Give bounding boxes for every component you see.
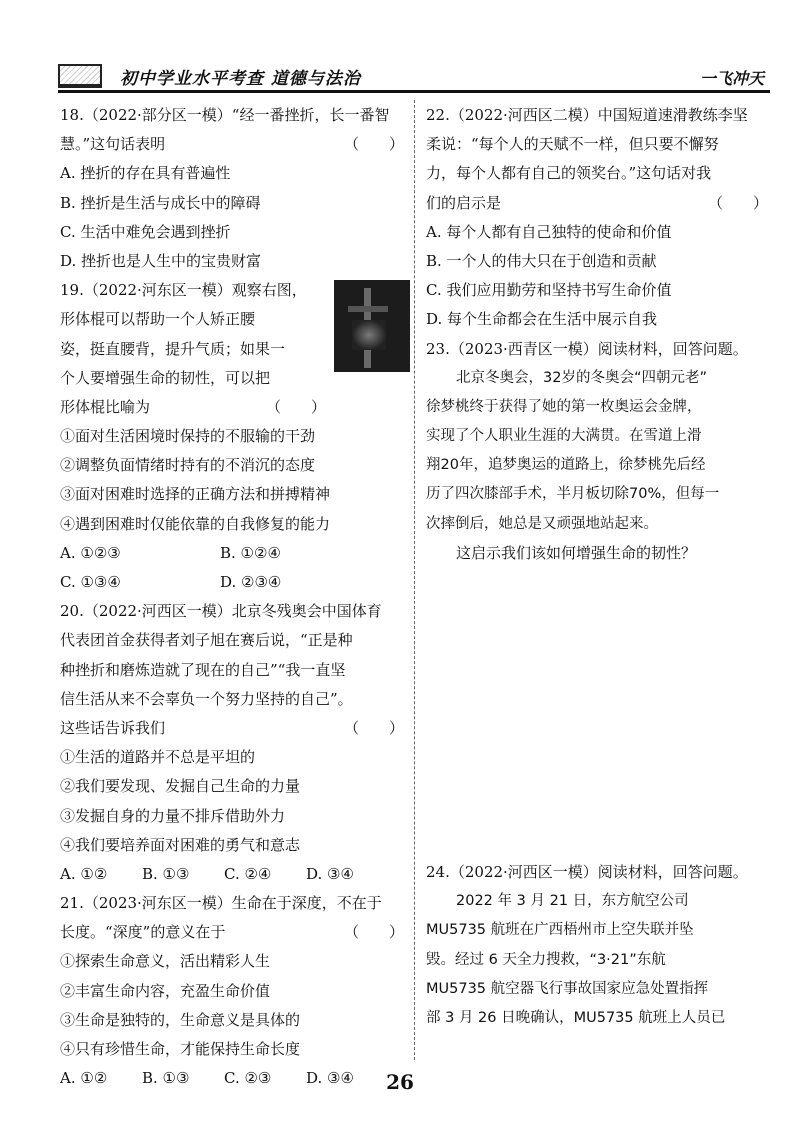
question-line: 力，每个人都有自己的领奖台。”这句话对我	[426, 164, 712, 183]
question-line	[426, 189, 772, 218]
question-18	[60, 101, 408, 276]
answer-paren: （ ）	[343, 923, 404, 942]
question-line: 个人要增强生命的韧性，可以把	[60, 368, 271, 387]
reading-material	[426, 887, 772, 1033]
material-line: 徐梦桃终于获得了她的第一枚奥运会金牌，	[426, 398, 702, 415]
option: C. ②④	[224, 864, 272, 883]
question-line: 19.（2022·河东区一模）观察右图，	[60, 281, 307, 300]
statement: ④只有珍惜生命，才能保持生命长度	[60, 1040, 301, 1058]
option: C. 生活中难免会遇到挫折	[60, 222, 231, 241]
question-line-text: 这些话告诉我们	[60, 718, 166, 737]
material-line: 毁。经过 6 天全力搜救，“3·21”东航	[426, 951, 666, 968]
material-line: MU5735 航空器飞行事故国家应急处置指挥	[426, 980, 709, 997]
option: B. ①③	[142, 1069, 190, 1088]
page-header	[58, 58, 770, 92]
option: A. 每个人都有自己独特的使命和价值	[426, 222, 672, 241]
statement: ④遇到困难时仅能依靠的自我修复的能力	[60, 514, 331, 533]
option: B. ①③	[142, 864, 190, 883]
question-line-text: 长度。“深度”的意义在于	[60, 923, 226, 942]
question-line: 18.（2022·部分区一模）“经一番挫折，长一番智	[60, 106, 390, 124]
header-title: 初中学业水平考查 道德与法治	[120, 69, 361, 89]
material-line: 实现了个人职业生涯的大满贯。在雪道上滑	[426, 428, 702, 445]
option-row	[60, 860, 408, 889]
statement: ④我们要培养面对困难的勇气和意志	[60, 835, 301, 854]
photo-figure	[352, 320, 386, 350]
statement: ②我们要发现、发掘自己生命的力量	[60, 777, 301, 796]
question-line: 20.（2022·河西区一模）北京冬残奥会中国体育	[60, 602, 382, 621]
question-line	[60, 130, 408, 159]
option: D. ②③④	[220, 573, 282, 591]
question-line: 23.（2023·西青区一模）阅读材料，回答问题。	[426, 339, 748, 358]
page-number: 26	[386, 1070, 414, 1094]
option: B. ①②④	[220, 543, 281, 562]
material-line: 2022 年 3 月 21 日，东方航空公司	[456, 893, 689, 910]
material-line: 翔20年，追梦奥运的道路上，徐梦桃先后经	[426, 457, 706, 474]
option: D. ③④	[306, 864, 354, 883]
statement: ①生活的道路并不总是平坦的	[60, 748, 256, 767]
statement: ①面对生活困境时保持的不服输的干劲	[60, 427, 316, 446]
answer-space[interactable]	[426, 568, 772, 858]
question-line	[60, 918, 408, 947]
right-column	[426, 101, 772, 1033]
material-line: MU5735 航班在广西梧州市上空失联并坠	[426, 922, 694, 939]
header-brand: 一飞冲天	[699, 69, 764, 88]
statement: ①探索生命意义，活出精彩人生	[60, 952, 271, 971]
question-20	[60, 597, 408, 889]
option: D. 挫折也是人生中的宝贵财富	[60, 251, 262, 270]
option: B. 挫折是生活与成长中的障碍	[60, 193, 261, 212]
question-23	[426, 335, 772, 859]
question-22	[426, 101, 772, 335]
question-line: 柔说：“每个人的天赋不一样，但只要不懈努	[426, 135, 719, 154]
option: A. ①②	[60, 864, 108, 883]
question-line: 21.（2023·河东区一模）生命在于深度，不在于	[60, 894, 382, 913]
question-21	[60, 889, 408, 1093]
option: C. 我们应用勤劳和坚持书写生命价值	[426, 281, 672, 300]
question-line: 24.（2022·河西区一模）阅读材料，回答问题。	[426, 863, 748, 881]
question-line: 种挫折和磨炼造就了现在的自己”“我一直坚	[60, 660, 346, 679]
statement: ③面对困难时选择的正确方法和拼搏精神	[60, 485, 331, 504]
statement: ③生命是独特的，生命意义是具体的	[60, 1010, 301, 1029]
photo-shoulders	[348, 306, 388, 312]
reading-material	[426, 364, 772, 539]
option: A. ①②	[60, 1069, 108, 1088]
question-line-text: 们的启示是	[426, 193, 502, 212]
question-line: 信生活从来不会辜负一个努力坚持的自己”。	[60, 689, 353, 708]
question-line: 22.（2022·河西区二模）中国短道速滑教练李坚	[426, 106, 748, 124]
question-24	[426, 858, 772, 1033]
left-column	[60, 101, 408, 1093]
option: D. 每个生命都会在生活中展示自我	[426, 310, 658, 329]
option: A. 挫折的存在具有普遍性	[60, 164, 231, 183]
material-line: 历了四次膝部手术，半月板切除70%，但每一	[426, 486, 720, 503]
question-line-text: 慧。”这句话表明	[60, 135, 166, 154]
option-row	[60, 539, 408, 568]
material-line: 次摔倒后，她总是又顽强地站起来。	[426, 515, 658, 532]
question-line	[60, 393, 330, 422]
statement: ②调整负面情绪时持有的不消沉的态度	[60, 456, 316, 475]
book-logo-icon	[58, 64, 102, 88]
answer-paren: （ ）	[707, 193, 768, 212]
statement: ③发掘自身的力量不排斥借助外力	[60, 806, 286, 825]
question-line: 代表团首金获得者刘子旭在赛后说，“正是种	[60, 631, 353, 650]
option-row	[60, 568, 408, 597]
column-divider	[414, 100, 415, 1060]
material-line: 北京冬奥会，32岁的冬奥会“四朝元老”	[456, 369, 707, 386]
option: B. 一个人的伟大只在于创造和贡献	[426, 251, 657, 270]
option: A. ①②③	[60, 543, 121, 562]
statement: ②丰富生命内容，充盈生命价值	[60, 981, 271, 1000]
question-prompt: 这启示我们该如何增强生命的韧性？	[456, 543, 697, 562]
question-line	[60, 714, 408, 743]
answer-paren: （ ）	[343, 718, 404, 737]
question-line: 形体棍可以帮助一个人矫正腰	[60, 310, 256, 329]
answer-paren: （ ）	[343, 135, 404, 154]
header-rule	[58, 90, 770, 93]
question-line: 姿，挺直腰背，提升气质；如果一	[60, 339, 286, 358]
question-line-text: 形体棍比喻为	[60, 397, 151, 416]
option: C. ①③④	[60, 573, 121, 591]
option: C. ②③	[224, 1069, 272, 1088]
answer-paren: （ ）	[265, 397, 326, 416]
material-line: 部 3 月 26 日晚确认，MU5735 航班上人员已	[426, 1009, 726, 1026]
option: D. ③④	[306, 1069, 354, 1088]
posture-stick-photo	[334, 280, 410, 372]
